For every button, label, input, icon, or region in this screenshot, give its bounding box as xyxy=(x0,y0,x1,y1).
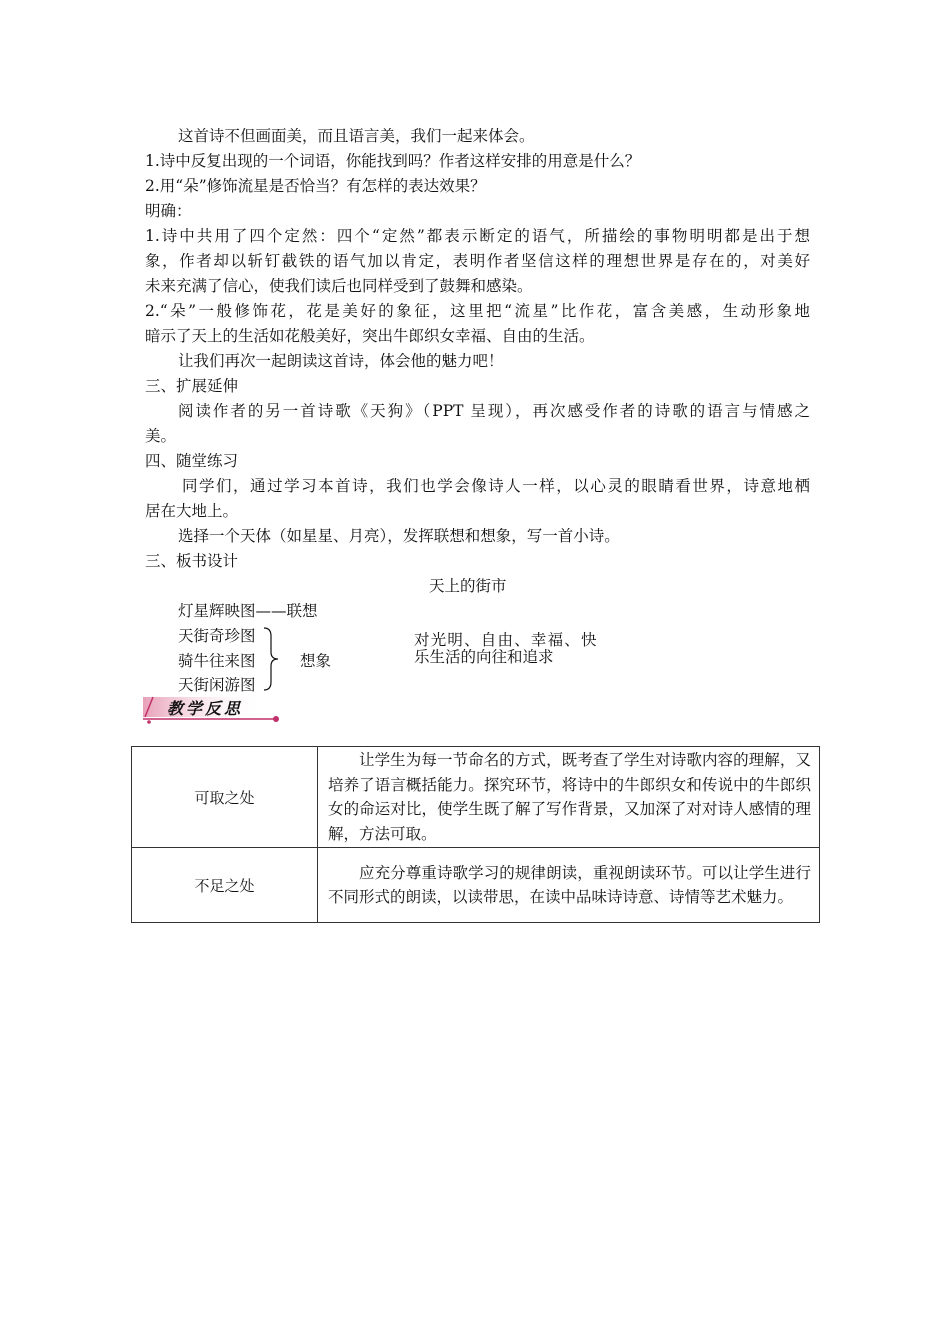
extend-line: 阅读作者的另一首诗歌《天狗》（PPT 呈现），再次感受作者的诗歌的语言与情感之 xyxy=(178,402,810,420)
reread-text: 让我们再次一起朗读这首诗，体会他的魅力吧！ xyxy=(178,352,504,370)
extend-line: 美。 xyxy=(145,427,177,445)
reflection-banner xyxy=(143,695,283,725)
reflection-row-label: 可取之处 xyxy=(132,747,318,848)
table-row xyxy=(132,747,820,848)
reflection-table xyxy=(131,746,820,923)
table-row xyxy=(132,848,820,923)
practice-line: 居在大地上。 xyxy=(145,502,239,520)
answer-2-line: 暗示了天上的生活如花般美好，突出牛郎织女幸福、自由的生活。 xyxy=(145,327,595,345)
reflection-banner-title: 教学反思 xyxy=(167,699,244,718)
reflection-row-content: 让学生为每一节命名的方式，既考查了学生对诗歌内容的理解，又培养了语言概括能力。探究环节，将诗中的牛郎织女和传说中的牛郎织女的命运对比，使学生既了解了写作背景，又加深了对对诗人感情的理解，方法可取。 xyxy=(318,747,820,848)
board-association: 灯星辉映图——联想 xyxy=(178,602,318,620)
clarify-label: 明确： xyxy=(145,202,192,220)
board-imagination-item: 骑牛往来图 xyxy=(178,652,256,670)
board-imagination-item: 天街奇珍图 xyxy=(178,627,256,645)
practice-heading: 四、随堂练习 xyxy=(145,452,239,470)
board-title: 天上的街市 xyxy=(429,577,507,595)
practice-line: 同学们，通过学习本首诗，我们也学会像诗人一样，以心灵的眼睛看世界，诗意地栖 xyxy=(182,477,810,495)
extend-heading: 三、扩展延伸 xyxy=(145,377,239,395)
board-theme-line: 对光明、自由、幸福、快 xyxy=(414,631,598,649)
board-heading: 三、板书设计 xyxy=(145,552,239,570)
answer-2-line: 2.“朵”一般修饰花，花是美好的象征，这里把“流星”比作花，富含美感，生动形象地 xyxy=(145,302,810,320)
curly-brace-icon xyxy=(262,627,280,691)
question-1: 1.诗中反复出现的一个词语，你能找到吗？作者这样安排的用意是什么？ xyxy=(145,152,641,170)
answer-1-line: 未来充满了信心，使我们读后也同样受到了鼓舞和感染。 xyxy=(145,277,533,295)
board-theme-line: 乐生活的向往和追求 xyxy=(414,648,554,666)
board-imagination-label: 想象 xyxy=(300,652,332,670)
answer-1-line: 1.诗中共用了四个定然：四个“定然”都表示断定的语气，所描绘的事物明明都是出于想 xyxy=(145,227,810,245)
board-imagination-item: 天街闲游图 xyxy=(178,676,256,694)
reflection-row-content: 应充分尊重诗歌学习的规律朗读，重视朗读环节。可以让学生进行不同形式的朗读，以读带思，在读中品味诗诗意、诗情等艺术魅力。 xyxy=(318,848,820,923)
answer-1-line: 象，作者却以斩钉截铁的语气加以肯定，表明作者坚信这样的理想世界是存在的，对美好 xyxy=(145,252,810,270)
intro-text: 这首诗不但画面美，而且语言美，我们一起来体会。 xyxy=(178,127,535,145)
question-2: 2.用“朵”修饰流星是否恰当？有怎样的表达效果？ xyxy=(145,177,486,195)
reflection-row-label: 不足之处 xyxy=(132,848,318,923)
practice-task: 选择一个天体（如星星、月亮），发挥联想和想象，写一首小诗。 xyxy=(178,527,620,545)
